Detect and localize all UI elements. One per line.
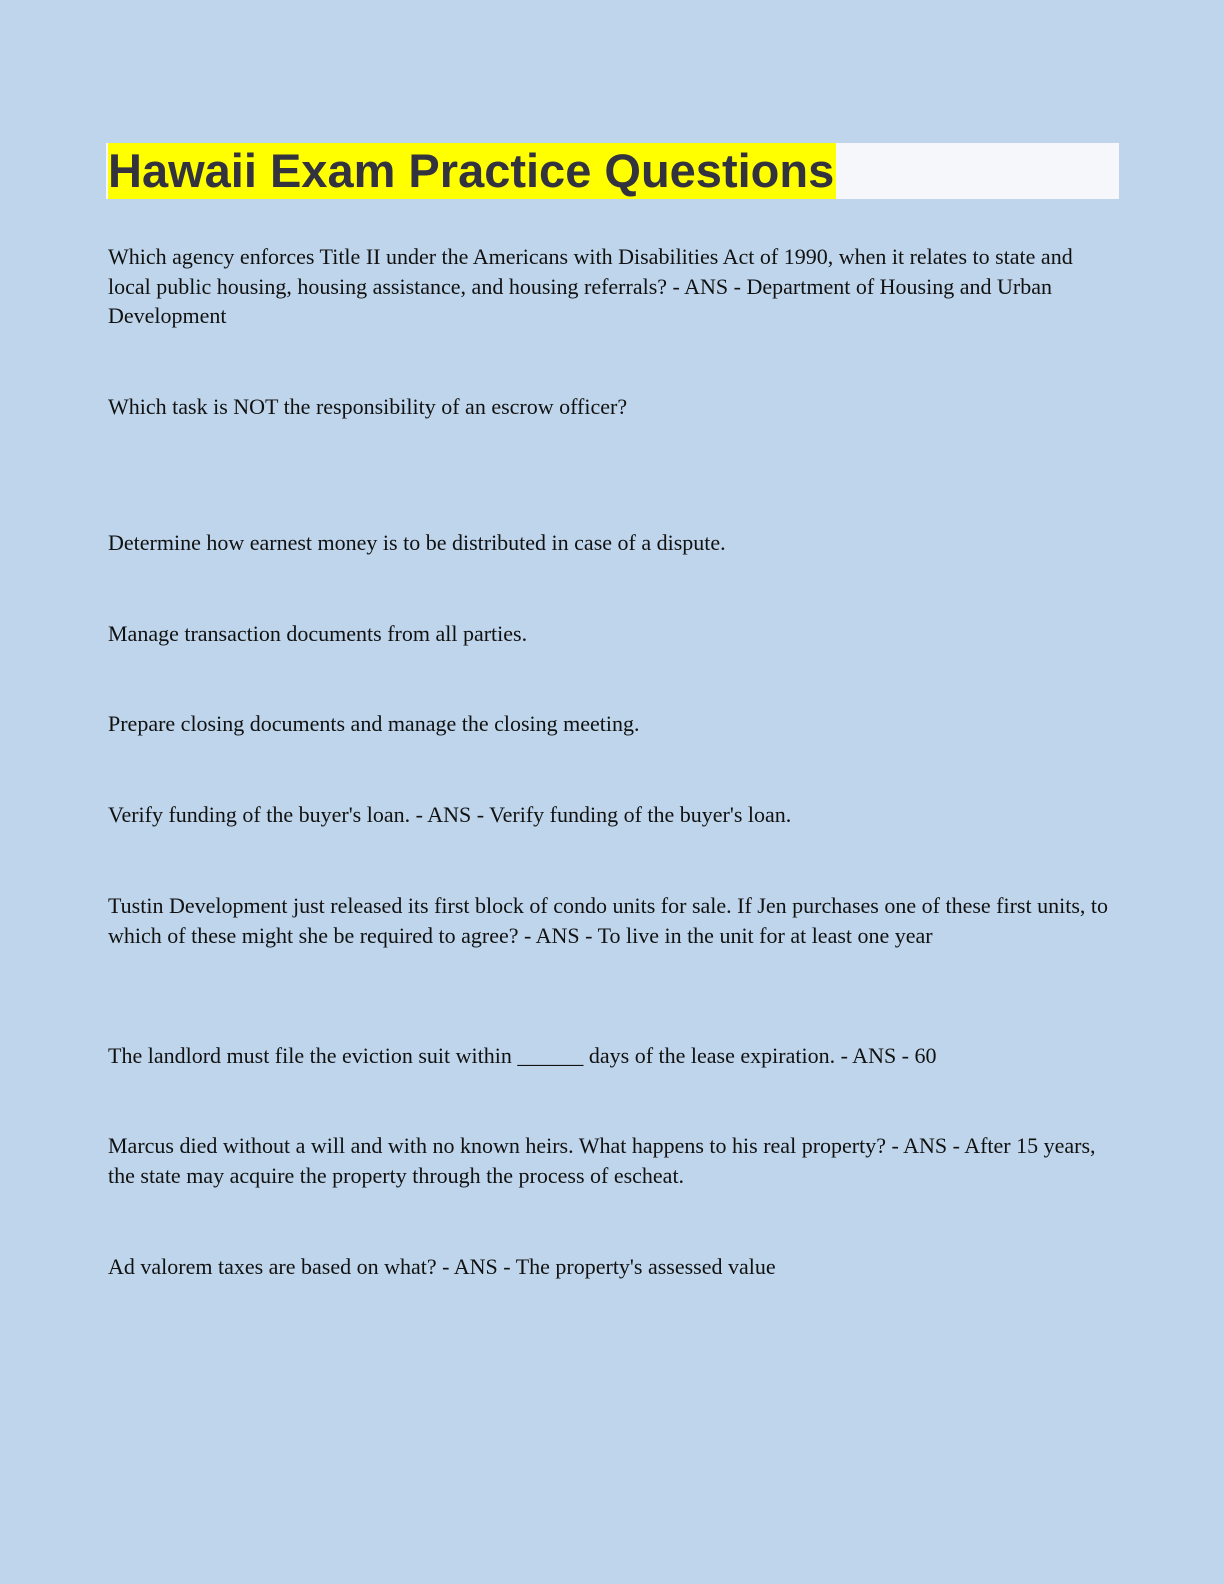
qa-paragraph-5: Prepare closing documents and manage the closing meeting. — [108, 711, 640, 736]
qa-paragraph-1: Which agency enforces Title II under the Americans with Disabilities Act of 1990, when it relates to state and local public housing, housing assistance, and housing referrals? - ANS - Department of Housing and Urban Development — [108, 244, 1073, 328]
qa-paragraph-7: Tustin Development just released its first block of condo units for sale. If Jen purchases one of these first units, to which of these might she be required to agree? - ANS - To live in the unit for at least one year — [108, 893, 1109, 948]
qa-paragraph-8: The landlord must file the eviction suit within ______ days of the lease expiration. - ANS - 60 — [108, 1043, 937, 1068]
qa-paragraph-4: Manage transaction documents from all parties. — [108, 621, 528, 646]
qa-paragraph-3: Determine how earnest money is to be distributed in case of a dispute. — [108, 530, 726, 555]
qa-paragraph-9: Marcus died without a will and with no known heirs. What happens to his real property? - ANS - After 15 years, the state may acquire the property through the process of escheat. — [108, 1133, 1096, 1188]
qa-paragraph-10: Ad valorem taxes are based on what? - ANS - The property's assessed value — [108, 1254, 776, 1279]
qa-paragraph-6: Verify funding of the buyer's loan. - ANS - Verify funding of the buyer's loan. — [108, 802, 792, 827]
page-title: Hawaii Exam Practice Questions — [108, 144, 835, 197]
qa-paragraph-2: Which task is NOT the responsibility of an escrow officer? — [108, 394, 628, 419]
